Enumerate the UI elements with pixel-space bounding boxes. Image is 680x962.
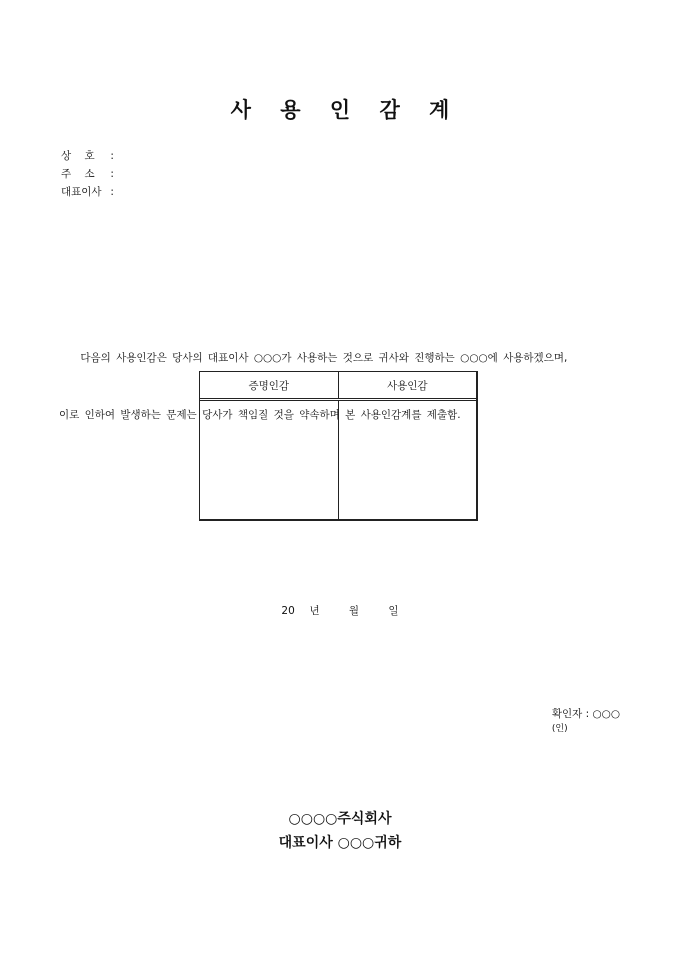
- address-colon: :: [107, 168, 114, 180]
- recipient-footer: 대표이사 ○○○귀하: [278, 835, 402, 851]
- confirmer-line: [545, 694, 620, 734]
- ceo-row: [61, 183, 114, 201]
- usage-seal-cell: [338, 401, 477, 519]
- certified-seal-cell: [200, 401, 338, 519]
- address-label: 주 소: [61, 168, 95, 180]
- seal-table-body: [200, 401, 476, 519]
- address-row: [61, 165, 114, 183]
- seal-mark: (인): [551, 724, 568, 734]
- document-title: 사 용 인 감 계: [230, 98, 461, 122]
- company-name-label: 상 호: [61, 150, 95, 162]
- seal-table-header: [200, 372, 476, 401]
- declaration-line-2: 이로 인하여 발생하는 문제는 당사가 책임질 것을 약속하며 본 사용인감계를 제출함.: [59, 409, 461, 421]
- company-name-colon: :: [107, 150, 114, 162]
- usage-seal-header: 사용인감: [338, 372, 477, 398]
- seal-table: [199, 371, 478, 521]
- confirmer-label: 확인자 : ○○○: [551, 708, 620, 720]
- footer-block: [0, 807, 680, 855]
- company-name-row: [61, 147, 114, 165]
- company-info-block: [61, 147, 114, 201]
- ceo-label: 대표이사: [61, 186, 102, 198]
- declaration-line-1: 다음의 사용인감은 당사의 대표이사 ○○○가 사용하는 것으로 귀사와 진행하는 ○○○에 사용하겠으며,: [59, 352, 568, 364]
- company-footer: ○○○○주식회사: [288, 811, 392, 827]
- certified-seal-header: 증명인감: [248, 379, 290, 392]
- date-line: 20 년 월 일: [281, 605, 399, 617]
- ceo-colon: :: [107, 186, 114, 198]
